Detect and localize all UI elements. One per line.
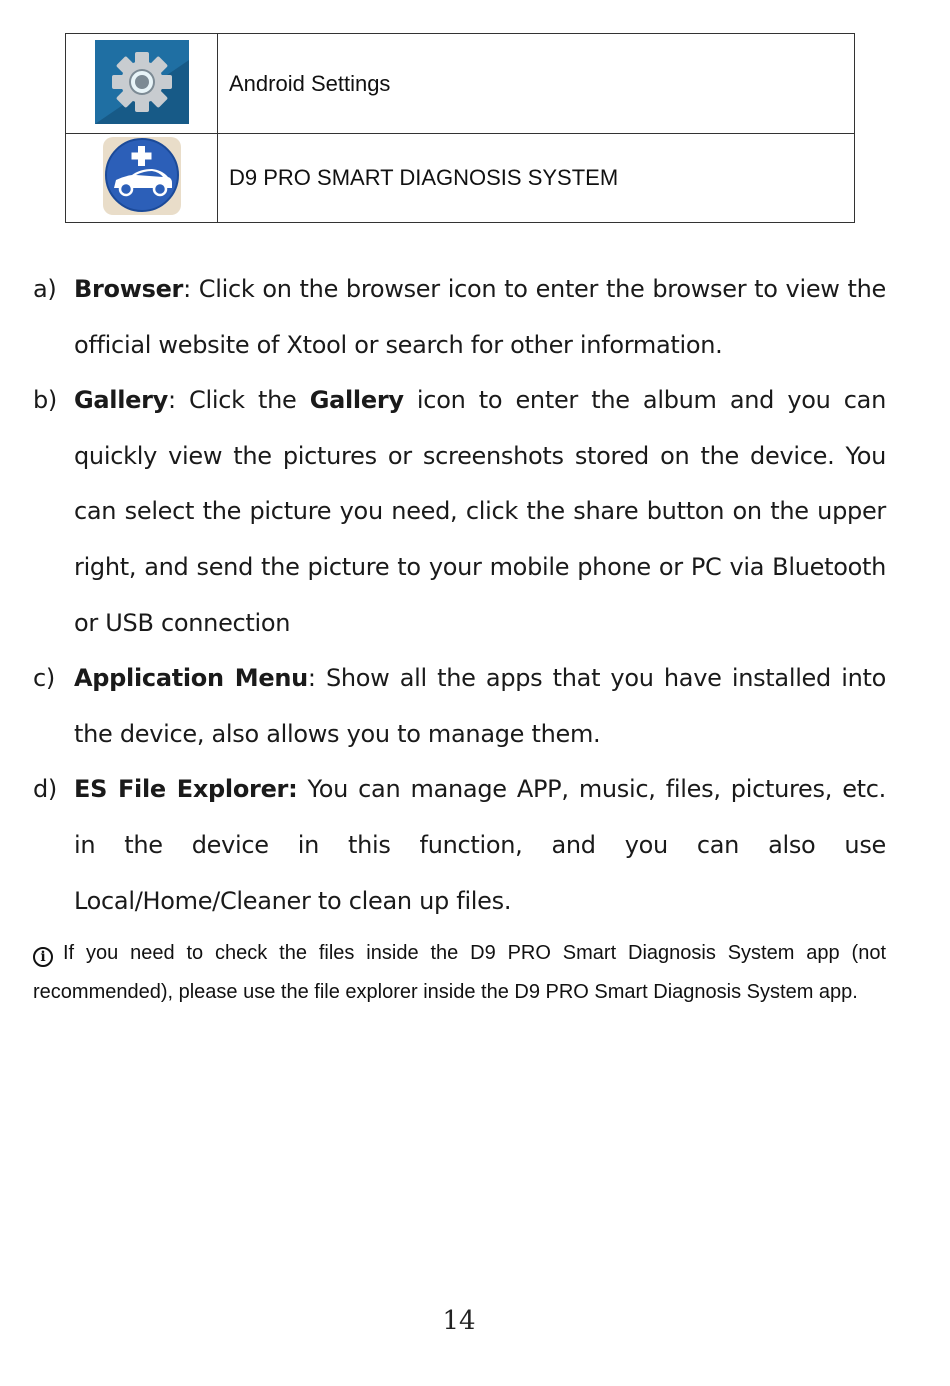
icon-cell [66,34,218,134]
list-marker: c) [33,664,55,693]
list-marker: b) [33,386,57,415]
item-text: You can manage APP, music, files, pictures, etc. in the device in this function, and you can also use Local/Home/Cleaner to clean up files. [74,775,887,915]
term-separator: : [307,664,316,693]
term: Gallery [74,386,169,415]
list-marker: a) [33,275,57,303]
list-item [33,262,886,373]
list-item [33,762,886,929]
term: Application Menu [74,664,308,693]
page-number: 14 [442,1306,476,1336]
list-item [33,373,886,651]
d9-pro-car-app-icon [102,136,182,220]
android-settings-gear-icon [95,40,189,128]
info-icon: i [33,947,53,967]
item-text: Click the [175,386,310,415]
item-text: icon to enter the album and you can quickly view the pictures or screenshots stored on the device. You can select the picture you need, click the share button on the upper right, and send the picture to your mobile phone or PC via Bluetooth or USB connection [74,386,886,637]
term-separator: : [183,275,191,303]
app-icon-table [65,33,855,223]
list-item [33,651,886,762]
note-text: If you need to check the files inside the D9 PRO Smart Diagnosis System app (not recommended), please use the file explorer inside the D9 PRO Smart Diagnosis System app. [33,942,886,1003]
item-text: Click on the browser icon to enter the browser to view the official website of Xtool or search for other information. [74,275,886,359]
term-separator: : [168,386,176,415]
table-row [66,134,855,223]
feature-list [33,262,886,929]
term: Browser [74,275,184,303]
item-text: Show all the apps that you have installed into the device, also allows you to manage them. [74,664,886,748]
table-label: Android Settings [218,34,855,134]
term: ES File Explorer: [74,775,298,804]
table-label: D9 PRO SMART DIAGNOSIS SYSTEM [218,134,855,223]
info-note [33,934,886,1011]
term: Gallery [309,386,404,415]
icon-cell [66,134,218,223]
table-row [66,34,855,134]
list-marker: d) [33,775,57,804]
